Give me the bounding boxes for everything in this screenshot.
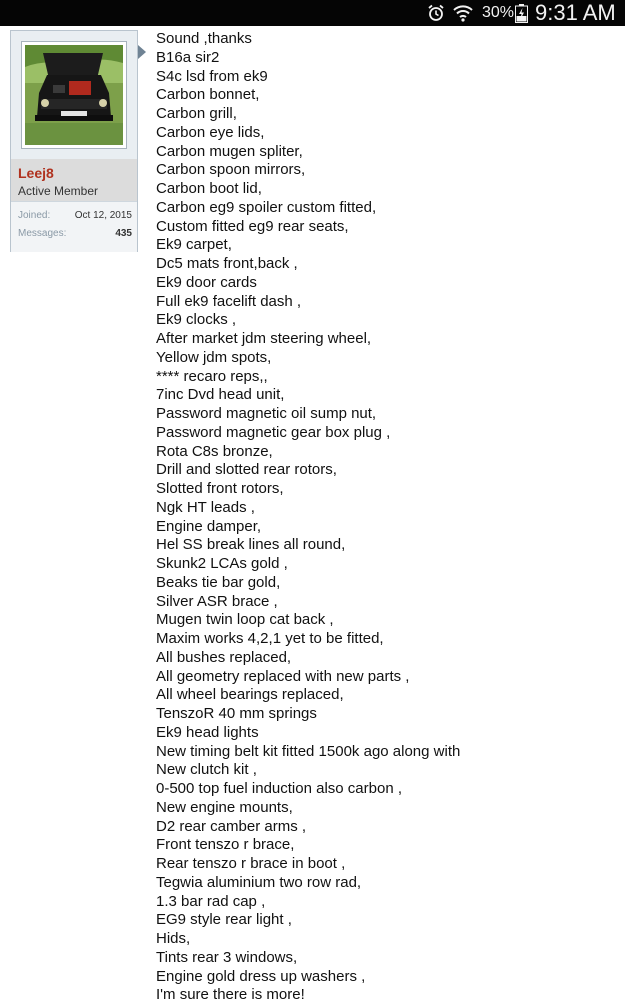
- post-line: All bushes replaced,: [156, 648, 292, 666]
- post-line: New clutch kit ,: [156, 761, 257, 779]
- post-line: TenszoR 40 mm springs: [156, 705, 317, 722]
- post-line: **** recaro reps,,: [156, 367, 268, 385]
- post-line: 7inc Dvd head unit,: [156, 386, 285, 404]
- post-line: EG9 style rear light ,: [156, 911, 292, 929]
- post-line: Carbon spoon mirrors,: [156, 161, 306, 179]
- post-line: Engine damper,: [156, 517, 262, 535]
- wifi-icon: [452, 3, 474, 23]
- post-line: B16a sir2: [156, 48, 220, 66]
- post-line: Tints rear 3 windows,: [156, 948, 298, 966]
- status-bar: [0, 0, 625, 26]
- post-line: Password magnetic oil sump nut,: [156, 405, 377, 422]
- post-line: 0-500 top fuel induction also carbon ,: [156, 780, 402, 797]
- post-line: Beaks tie bar gold,: [156, 573, 281, 591]
- post-line: Carbon eye lids,: [156, 123, 265, 141]
- avatar-car-photo: [25, 45, 123, 145]
- avatar[interactable]: [21, 41, 127, 149]
- user-card: [10, 30, 138, 252]
- battery-charging-icon: [515, 4, 528, 23]
- post-line: I'm sure there is more!: [156, 986, 305, 1004]
- post-line: New timing belt kit fitted 1500k ago along with: [156, 742, 461, 760]
- post-line: Mugen twin loop cat back ,: [156, 611, 334, 629]
- battery-percent: 30%: [482, 4, 515, 21]
- post-line: Front tenszo r brace,: [156, 836, 295, 854]
- post-line: Rear tenszo r brace in boot ,: [156, 855, 346, 872]
- post-line: Ek9 clocks ,: [156, 311, 237, 329]
- messages-value[interactable]: 435: [115, 228, 132, 239]
- joined-row: [18, 210, 132, 224]
- post-line: Sound ,thanks: [156, 30, 252, 47]
- post-line: 1.3 bar rad cap ,: [156, 892, 266, 910]
- joined-label: Joined:: [18, 210, 51, 221]
- post-line: Full ek9 facelift dash ,: [156, 292, 302, 310]
- user-stats: [11, 201, 137, 252]
- messages-row: [18, 228, 132, 242]
- post-line: Hids,: [156, 930, 191, 947]
- post-line: New engine mounts,: [156, 798, 293, 816]
- post-line: Ek9 head lights: [156, 723, 259, 741]
- post-line: Ek9 carpet,: [156, 236, 232, 254]
- post-body: [156, 30, 616, 1005]
- clock: 9:31 AM: [535, 0, 616, 25]
- post-line: Carbon eg9 spoiler custom fitted,: [156, 198, 377, 216]
- post-line: Ngk HT leads ,: [156, 498, 255, 516]
- post-line: Custom fitted eg9 rear seats,: [156, 217, 349, 235]
- post-line: Slotted front rotors,: [156, 480, 284, 497]
- post-line: Skunk2 LCAs gold ,: [156, 555, 288, 572]
- post-line: Hel SS break lines all round,: [156, 536, 346, 554]
- post-line: Maxim works 4,2,1 yet to be fitted,: [156, 630, 384, 647]
- user-title: Active Member: [18, 184, 99, 198]
- post-line: Password magnetic gear box plug ,: [156, 423, 391, 441]
- post-line: Tegwia aluminium two row rad,: [156, 873, 362, 891]
- post-line: Engine gold dress up washers ,: [156, 967, 366, 985]
- alarm-icon: [427, 4, 445, 22]
- post-line: All wheel bearings replaced,: [156, 686, 344, 704]
- post-line: Silver ASR brace ,: [156, 592, 278, 610]
- post-line: Dc5 mats front,back ,: [156, 255, 298, 272]
- post-line: After market jdm steering wheel,: [156, 330, 372, 347]
- post-line: Rota C8s bronze,: [156, 442, 273, 460]
- post-line: Carbon bonnet,: [156, 86, 260, 104]
- post-line: Carbon mugen spliter,: [156, 142, 303, 160]
- post-line: S4c lsd from ek9: [156, 67, 268, 85]
- messages-label: Messages:: [18, 228, 67, 239]
- post-line: Carbon grill,: [156, 105, 237, 122]
- joined-value: Oct 12, 2015: [74, 210, 132, 221]
- post-line: Yellow jdm spots,: [156, 348, 272, 366]
- username-link[interactable]: Leej8: [18, 165, 54, 181]
- post-line: All geometry replaced with new parts ,: [156, 667, 410, 685]
- message-arrow: [138, 45, 146, 59]
- post-line: Drill and slotted rear rotors,: [156, 461, 337, 479]
- post-line: Carbon boot lid,: [156, 180, 262, 197]
- post-line: Ek9 door cards: [156, 273, 257, 291]
- post-line: D2 rear camber arms ,: [156, 817, 307, 835]
